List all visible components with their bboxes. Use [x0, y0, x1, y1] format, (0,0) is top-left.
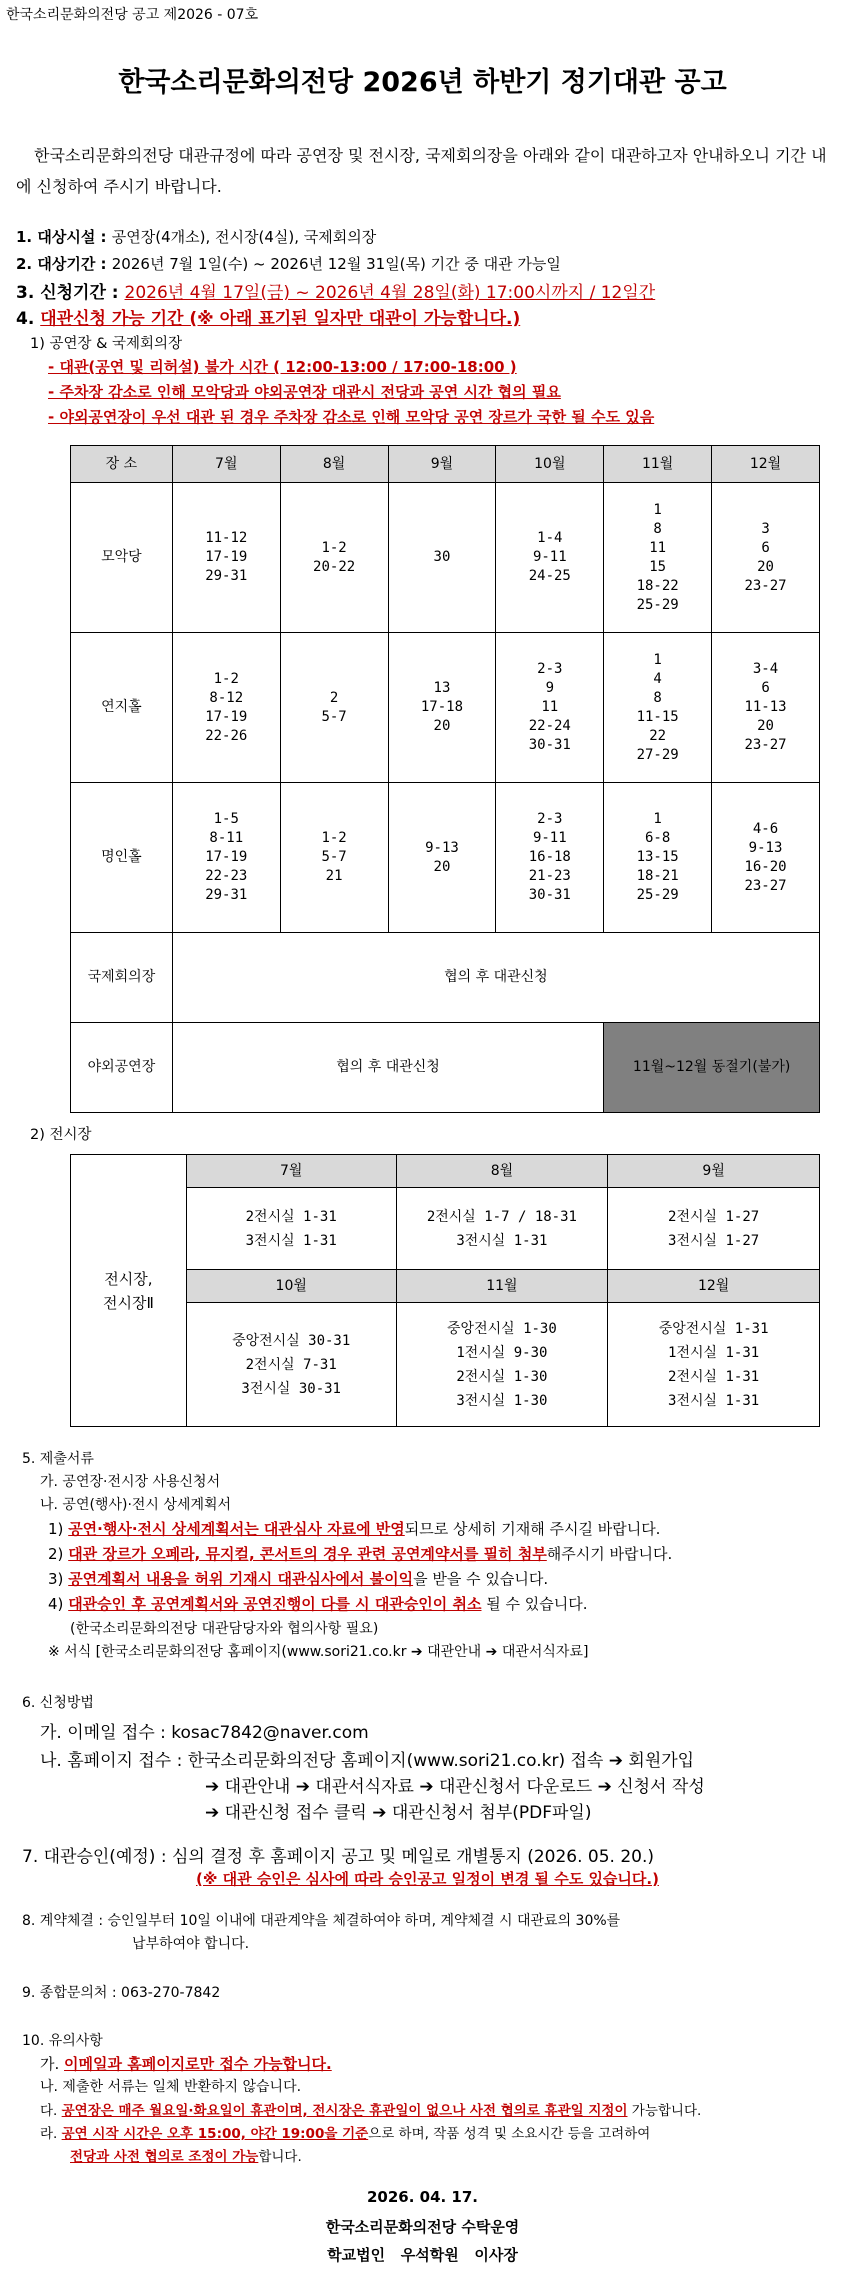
item-available-dates: 4. 대관신청 가능 기간 (※ 아래 표기된 일자만 대관이 가능합니다.) [16, 309, 521, 329]
venue-exhibition: 전시장, 전시장Ⅱ [71, 1155, 187, 1427]
conference-note: 협의 후 대관신청 [172, 933, 819, 1023]
venue-yeonji-hall: 연지홀 [71, 633, 173, 783]
sec2-heading: 2) 전시장 [30, 1127, 92, 1143]
header-jul: 7월 [172, 446, 280, 483]
ex-header-nov: 11월 [396, 1270, 608, 1303]
date-cell: 1-2 20-22 [280, 483, 388, 633]
date-cell: 11-12 17-19 29-31 [172, 483, 280, 633]
sec1-note-3: - 야외공연장이 우선 대관 된 경우 주차장 감소로 인해 모악당 공연 장르가 국한 될 수도 있음 [48, 408, 655, 426]
page-title: 한국소리문화의전당 2026년 하반기 정기대관 공고 [118, 67, 727, 98]
s8-contract-2: 납부하여야 합니다. [132, 1936, 250, 1952]
s8-contract: 8. 계약체결 : 승인일부터 10일 이내에 대관계약을 체결하여야 하며, 계약체결 시 대관료의 30%를 [22, 1913, 621, 1929]
date-cell: 1-2 8-12 17-19 22-26 [172, 633, 280, 783]
item-facilities: 1. 대상시설 : 공연장(4개소), 전시장(4실), 국제회의장 [16, 228, 377, 246]
exhibition-schedule-table [70, 1154, 820, 1427]
venue-moakdang: 모악당 [71, 483, 173, 633]
table-row [71, 1023, 820, 1113]
sec1-note-1: - 대관(공연 및 리허설) 불가 시간 ( 12:00-13:00 / 17:00-18:00 ) [48, 358, 517, 376]
ex-header-jul: 7월 [186, 1155, 396, 1188]
s9-contact: 9. 종합문의처 : 063-270-7842 [22, 1985, 221, 2001]
header-sep: 9월 [388, 446, 496, 483]
ex-header-aug: 8월 [396, 1155, 608, 1188]
s5-na: 나. 공연(행사)·전시 상세계획서 [40, 1497, 232, 1513]
venue-outdoor: 야외공연장 [71, 1023, 173, 1113]
s6-homepage-3: ➔ 대관신청 접수 클릭 ➔ 대관신청서 첨부(PDF파일) [205, 1803, 592, 1823]
s5-note-3: 3) 공연계획서 내용을 허위 기재시 대관심사에서 불이익을 받을 수 있습니다. [48, 1570, 549, 1588]
s10-ra: 라. 공연 시작 시간은 오후 15:00, 야간 19:00을 기준으로 하며, 작품 성격 및 소요시간 등을 고려하여 [40, 2126, 651, 2142]
date-cell: 4-6 9-13 16-20 23-27 [712, 783, 820, 933]
sec1-note-2: - 주차장 감소로 인해 모악당과 야외공연장 대관시 전당과 공연 시간 협의 필요 [48, 383, 561, 401]
venue-myeongin-hall: 명인홀 [71, 783, 173, 933]
footer-date: 2026. 04. 17. [366, 2188, 479, 2206]
date-cell: 13 17-18 20 [388, 633, 496, 783]
s7-approval: 7. 대관승인(예정) : 심의 결정 후 홈페이지 공고 및 메일로 개별통지 (2026. 05. 20.) [22, 1847, 655, 1867]
s7-note: (※ 대관 승인은 심사에 따라 승인공고 일정이 변경 될 수도 있습니다.) [196, 1870, 659, 1888]
s5-note-4: 4) 대관승인 후 공연계획서와 공연진행이 다를 시 대관승인이 취소 될 수 있습니다. [48, 1595, 588, 1613]
ex-header-oct: 10월 [186, 1270, 396, 1303]
date-cell: 1 6-8 13-15 18-21 25-29 [604, 783, 712, 933]
venue-conference: 국제회의장 [71, 933, 173, 1023]
header-venue: 장 소 [71, 446, 173, 483]
s6-homepage-2: ➔ 대관안내 ➔ 대관서식자료 ➔ 대관신청서 다운로드 ➔ 신청서 작성 [205, 1777, 705, 1797]
ex-header-dec: 12월 [608, 1270, 820, 1303]
outdoor-winter-closed: 11월~12월 동절기(불가) [604, 1023, 820, 1113]
date-cell: 2-3 9-11 16-18 21-23 30-31 [496, 783, 604, 933]
s5-ga: 가. 공연장·전시장 사용신청서 [40, 1474, 221, 1490]
outdoor-note: 협의 후 대관신청 [172, 1023, 603, 1113]
date-cell: 1 4 8 11-15 22 27-29 [604, 633, 712, 783]
date-cell: 3-4 6 11-13 20 23-27 [712, 633, 820, 783]
footer-org: 한국소리문화의전당 수탁운영 [325, 2218, 520, 2236]
date-cell: 9-13 20 [388, 783, 496, 933]
ex-cell: 중앙전시실 1-30 1전시실 9-30 2전시실 1-30 3전시실 1-30 [396, 1303, 608, 1427]
ex-cell: 중앙전시실 30-31 2전시실 7-31 3전시실 30-31 [186, 1303, 396, 1427]
ex-cell: 2전시실 1-31 3전시실 1-31 [186, 1188, 396, 1270]
ex-cell: 2전시실 1-27 3전시실 1-27 [608, 1188, 820, 1270]
sec1-heading: 1) 공연장 & 국제회의장 [30, 336, 183, 352]
s5-form-link: ※ 서식 [한국소리문화의전당 홈페이지(www.sori21.co.kr ➔ 대관안내 ➔ 대관서식자료] [48, 1644, 589, 1660]
footer-signer: 학교법인 우석학원 이사장 [327, 2246, 518, 2264]
s10-na: 나. 제출한 서류는 일체 반환하지 않습니다. [40, 2079, 302, 2095]
header-aug: 8월 [280, 446, 388, 483]
date-cell: 30 [388, 483, 496, 633]
header-nov: 11월 [604, 446, 712, 483]
s10-da: 다. 공연장은 매주 월요일·화요일이 휴관이며, 전시장은 휴관일이 없으나 사전 협의로 휴관일 지정이 가능합니다. [40, 2103, 702, 2119]
table-row [71, 783, 820, 933]
date-cell: 2 5-7 [280, 633, 388, 783]
s6-heading: 6. 신청방법 [22, 1695, 94, 1711]
date-cell: 1 8 11 15 18-22 25-29 [604, 483, 712, 633]
s6-homepage-1: 나. 홈페이지 접수 : 한국소리문화의전당 홈페이지(www.sori21.co.kr) 접속 ➔ 회원가입 [40, 1751, 695, 1771]
s5-note-4-paren: (한국소리문화의전당 대관담당자와 협의사항 필요) [70, 1621, 379, 1637]
date-cell: 3 6 20 23-27 [712, 483, 820, 633]
s6-email: 가. 이메일 접수 : kosac7842@naver.com [40, 1723, 369, 1743]
s10-ga: 가. 이메일과 홈페이지로만 접수 가능합니다. [40, 2055, 332, 2073]
venue-schedule-table [70, 445, 820, 1113]
header-oct: 10월 [496, 446, 604, 483]
s5-note-1: 1) 공연·행사·전시 상세계획서는 대관심사 자료에 반영되므로 상세히 기재해 주시길 바랍니다. [48, 1520, 661, 1538]
intro-paragraph: 한국소리문화의전당 대관규정에 따라 공연장 및 전시장, 국제회의장을 아래와 같이 대관하고자 안내하오니 기간 내에 신청하여 주시기 바랍니다. [16, 146, 827, 196]
table-row [71, 483, 820, 633]
date-cell: 1-2 5-7 21 [280, 783, 388, 933]
table-row [71, 933, 820, 1023]
ex-header-sep: 9월 [608, 1155, 820, 1188]
item-application-period: 3. 신청기간 : 2026년 4월 17일(금) ~ 2026년 4월 28일(화) 17:00시까지 / 12일간 [16, 283, 656, 303]
s5-note-2: 2) 대관 장르가 오페라, 뮤지컬, 콘서트의 경우 관련 공연계약서를 필히 첨부해주시기 바랍니다. [48, 1545, 673, 1563]
item-period: 2. 대상기간 : 2026년 7월 1일(수) ~ 2026년 12월 31일(목) 기간 중 대관 가능일 [16, 255, 561, 273]
header-dec: 12월 [712, 446, 820, 483]
date-cell: 1-4 9-11 24-25 [496, 483, 604, 633]
s5-heading: 5. 제출서류 [22, 1451, 94, 1467]
table-row [71, 633, 820, 783]
ex-cell: 중앙전시실 1-31 1전시실 1-31 2전시실 1-31 3전시실 1-31 [608, 1303, 820, 1427]
s10-heading: 10. 유의사항 [22, 2033, 103, 2049]
s10-ra-2: 전당과 사전 협의로 조정이 가능합니다. [70, 2149, 302, 2165]
notice-number: 한국소리문화의전당 공고 제2026 - 07호 [6, 7, 259, 23]
date-cell: 2-3 9 11 22-24 30-31 [496, 633, 604, 783]
ex-cell: 2전시실 1-7 / 18-31 3전시실 1-31 [396, 1188, 608, 1270]
date-cell: 1-5 8-11 17-19 22-23 29-31 [172, 783, 280, 933]
